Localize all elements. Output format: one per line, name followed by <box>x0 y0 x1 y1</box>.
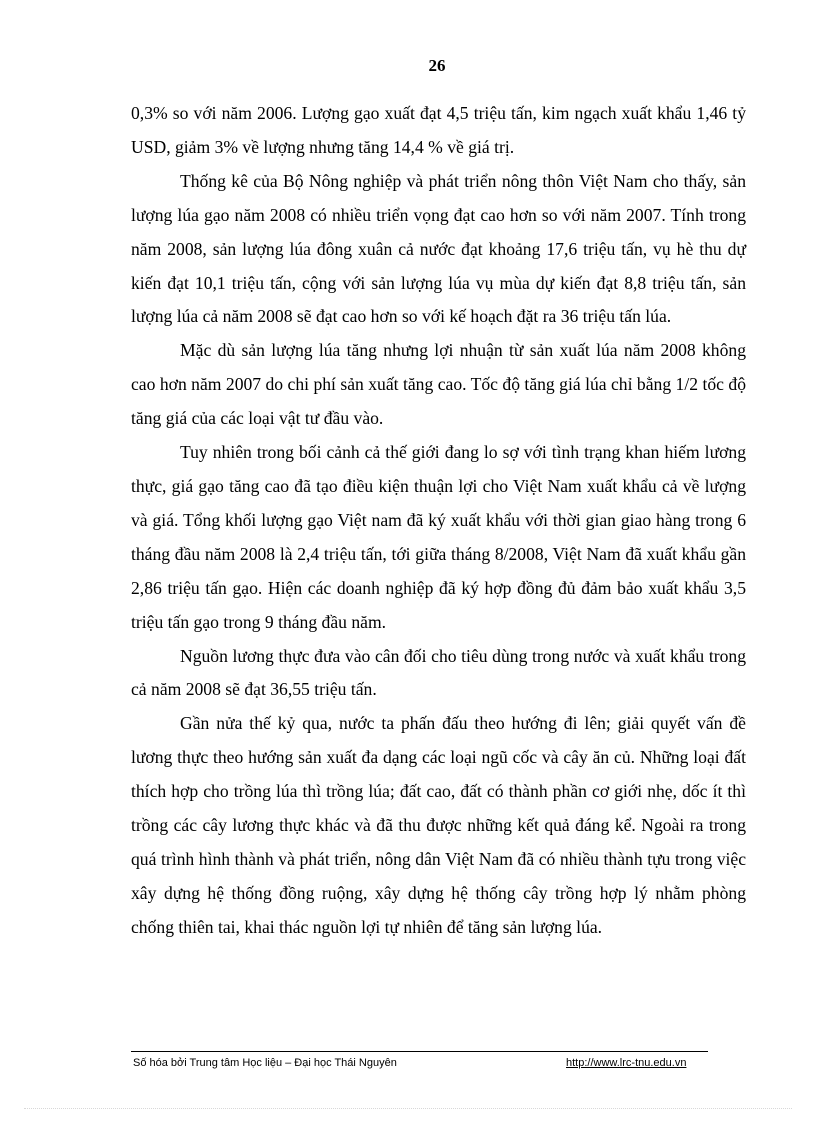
paragraph-rice-output-2008: Thống kê của Bộ Nông nghiệp và phát triển nông thôn Việt Nam cho thấy, sản lượng lúa gạo năm 2008 có nhiều triển vọng đạt cao hơn so với năm 2007. Tính trong năm 2008, sản lượng lúa đông xuân cả nước đạt khoảng 17,6 triệu tấn, vụ hè thu dự kiến đạt 10,1 triệu tấn, cộng với sản lượng lúa vụ mùa dự kiến đạt 8,8 triệu tấn, sản lượng lúa cả năm 2008 sẽ đạt cao hơn so với kế hoạch đặt ra 36 triệu tấn lúa. <box>131 170 746 327</box>
paragraph-profit: Mặc dù sản lượng lúa tăng nhưng lợi nhuận từ sản xuất lúa năm 2008 không cao hơn năm 2007 do chi phí sản xuất tăng cao. Tốc độ tăng giá lúa chỉ bằng 1/2 tốc độ tăng giá của các loại vật tư đầu vào. <box>131 340 746 429</box>
page-edge-divider <box>24 1108 792 1109</box>
footer-link[interactable]: http://www.lrc-tnu.edu.vn <box>566 1057 687 1069</box>
document-body <box>131 97 746 945</box>
paragraph-export: Tuy nhiên trong bối cảnh cả thế giới đang lo sợ với tình trạng khan hiếm lương thực, giá gạo tăng cao đã tạo điều kiện thuận lợi cho Việt Nam xuất khẩu cả về lượng và giá. Tổng khối lượng gạo Việt nam đã ký xuất khẩu với thời gian giao hàng trong 6 tháng đầu năm 2008 là 2,4 triệu tấn, tới giữa tháng 8/2008, Việt Nam đã xuất khẩu gần 2,86 triệu tấn gạo. Hiện các doanh nghiệp đã ký hợp đồng đủ đảm bảo xuất khẩu 3,5 triệu tấn gạo trong 9 tháng đầu năm. <box>131 442 746 632</box>
footer-divider <box>131 1051 708 1052</box>
paragraph-half-century: Gần nửa thế kỷ qua, nước ta phấn đấu theo hướng đi lên; giải quyết vấn đề lương thực theo hướng sản xuất đa dạng các loại ngũ cốc và cây ăn củ. Những loại đất thích hợp cho trồng lúa thì trồng lúa; đất cao, đất có thành phần cơ giới nhẹ, dốc ít thì trồng các cây lương thực khác và đã thu được những kết quả đáng kể. Ngoài ra trong quá trình hình thành và phát triển, nông dân Việt Nam đã có nhiều thành tựu trong việc xây dựng hệ thống đồng ruộng, xây dựng hệ thống cây trồng hợp lý nhằm phòng chống thiên tai, khai thác nguồn lợi tự nhiên để tăng sản lượng lúa. <box>131 713 746 937</box>
paragraph-food-supply: Nguồn lương thực đưa vào cân đối cho tiêu dùng trong nước và xuất khẩu trong cả năm 2008 sẽ đạt 36,55 triệu tấn. <box>131 645 746 700</box>
page-number: 26 <box>428 56 446 75</box>
paragraph-continuation: 0,3% so với năm 2006. Lượng gạo xuất đạt 4,5 triệu tấn, kim ngạch xuất khẩu 1,46 tỷ USD, giảm 3% về lượng nhưng tăng 14,4 % về giá trị. <box>131 103 746 157</box>
footer-source-text: Số hóa bởi Trung tâm Học liệu – Đại học Thái Nguyên <box>133 1057 397 1069</box>
